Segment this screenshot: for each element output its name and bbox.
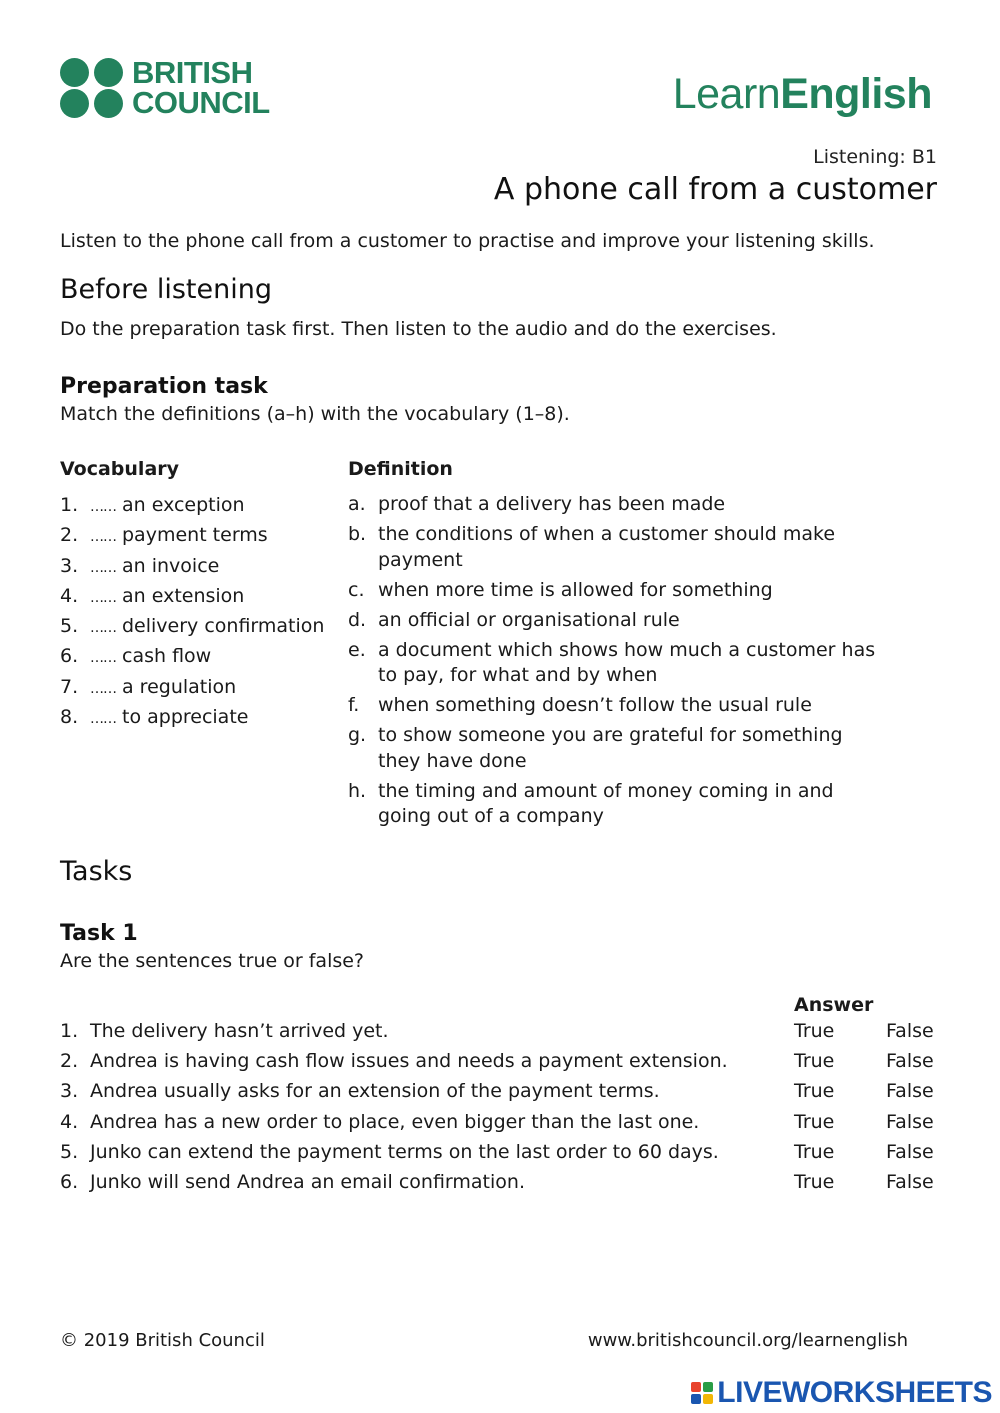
- vocabulary-list: [60, 492, 340, 734]
- true-option[interactable]: True: [794, 1141, 835, 1163]
- definition-item: a. proof that a delivery has been made: [348, 493, 726, 515]
- false-option[interactable]: False: [886, 1080, 934, 1102]
- definition-item: b. the conditions of when a customer should make payment: [348, 523, 836, 571]
- answer-blank[interactable]: ……: [90, 620, 116, 637]
- brand-line2: COUNCIL: [132, 85, 270, 120]
- preparation-task-heading: Preparation task: [60, 374, 268, 399]
- true-false-row: 3. Andrea usually asks for an extension of the payment terms. True False: [60, 1080, 934, 1102]
- false-option[interactable]: False: [886, 1020, 934, 1042]
- definition-list: [348, 492, 908, 834]
- vocab-item: 6. …… cash flow: [60, 645, 212, 668]
- level-label: Listening: B1: [813, 146, 937, 168]
- answer-header: Answer: [794, 994, 874, 1016]
- british-council-logo: [60, 55, 270, 120]
- logo-learn: Learn: [672, 70, 781, 118]
- vocab-item: 5. …… delivery confirmation: [60, 615, 325, 638]
- intro-text: Listen to the phone call from a customer to practise and improve your listening skills.: [60, 230, 875, 252]
- vocabulary-header: Vocabulary: [60, 458, 180, 480]
- vocab-item: 7. …… a regulation: [60, 675, 237, 698]
- true-option[interactable]: True: [794, 1171, 835, 1193]
- vocab-item: 4. …… an extension: [60, 584, 245, 607]
- tasks-heading: Tasks: [60, 856, 133, 887]
- answer-blank[interactable]: ……: [90, 711, 116, 728]
- definition-item: c. when more time is allowed for something: [348, 578, 773, 601]
- answer-blank[interactable]: ……: [90, 559, 116, 576]
- learnenglish-logo: [673, 70, 932, 119]
- answer-blank[interactable]: ……: [90, 499, 116, 515]
- definition-item: d. an official or organisational rule: [348, 608, 680, 631]
- vocab-item: 3. …… an invoice: [60, 554, 220, 577]
- vocab-item: 1. …… an exception: [60, 494, 245, 516]
- false-option[interactable]: False: [886, 1171, 934, 1193]
- true-false-row: 6. Junko will send Andrea an email confirmation. True False: [60, 1171, 934, 1193]
- definition-item: e. a document which shows how much a customer has to pay, for what and by when: [348, 638, 876, 686]
- page-title: A phone call from a customer: [493, 172, 937, 207]
- task1-heading: Task 1: [60, 921, 138, 946]
- answer-blank[interactable]: ……: [90, 529, 116, 546]
- true-option[interactable]: True: [794, 1020, 835, 1042]
- true-false-row: 1. The delivery hasn’t arrived yet. True False: [60, 1020, 934, 1042]
- logo-english: English: [780, 70, 932, 118]
- definition-item: g. to show someone you are grateful for something they have done: [348, 724, 843, 772]
- before-listening-heading: Before listening: [60, 274, 272, 305]
- definition-item: f. when something doesn’t follow the usual rule: [348, 694, 812, 716]
- watermark-text: LIVEWORKSHEETS: [717, 1376, 992, 1409]
- before-listening-text: Do the preparation task first. Then listen to the audio and do the exercises.: [60, 318, 777, 340]
- false-option[interactable]: False: [886, 1141, 934, 1163]
- true-option[interactable]: True: [794, 1050, 835, 1072]
- liveworksheets-watermark: [691, 1376, 992, 1410]
- vocab-item: 2. …… payment terms: [60, 524, 268, 547]
- false-option[interactable]: False: [886, 1111, 934, 1133]
- true-false-row: 2. Andrea is having cash flow issues and needs a payment extension. True False: [60, 1050, 934, 1072]
- british-council-dots-icon: [60, 58, 124, 118]
- copyright: © 2019 British Council: [60, 1330, 265, 1351]
- task1-instruction: Are the sentences true or false?: [60, 950, 365, 972]
- answer-blank[interactable]: ……: [90, 589, 116, 606]
- definition-item: h. the timing and amount of money coming in and going out of a company: [348, 779, 834, 827]
- true-false-row: 5. Junko can extend the payment terms on the last order to 60 days. True False: [60, 1141, 934, 1163]
- false-option[interactable]: False: [886, 1050, 934, 1072]
- true-false-row: 4. Andrea has a new order to place, even bigger than the last one. True False: [60, 1111, 934, 1133]
- liveworksheets-icon: [691, 1382, 713, 1404]
- answer-blank[interactable]: ……: [90, 680, 116, 697]
- answer-blank[interactable]: ……: [90, 650, 116, 667]
- true-option[interactable]: True: [794, 1111, 835, 1133]
- true-option[interactable]: True: [794, 1080, 835, 1102]
- brand-line1: BRITISH: [132, 55, 253, 90]
- vocab-item: 8. …… to appreciate: [60, 706, 249, 729]
- footer-url[interactable]: www.britishcouncil.org/learnenglish: [587, 1330, 908, 1351]
- preparation-instruction: Match the definitions (a–h) with the vocabulary (1–8).: [60, 403, 570, 425]
- definition-header: Definition: [348, 458, 453, 480]
